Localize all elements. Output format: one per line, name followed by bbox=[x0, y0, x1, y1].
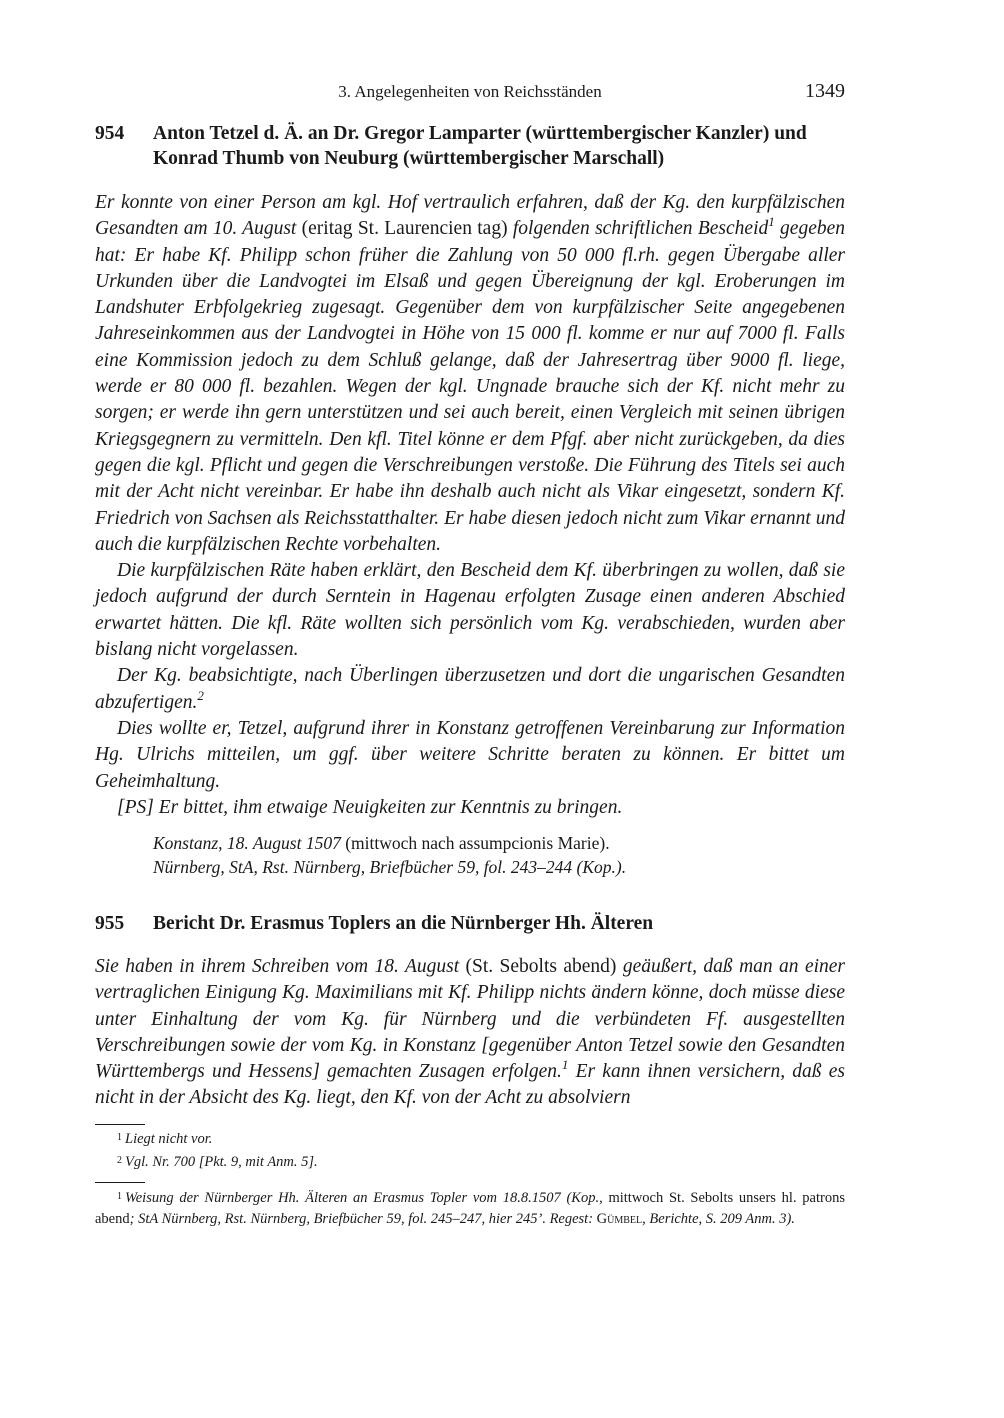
footnote bbox=[95, 1127, 845, 1150]
footnotes-954 bbox=[95, 1127, 845, 1173]
document-body-954 bbox=[95, 190, 845, 821]
footnote-marker[interactable]: 1 bbox=[768, 214, 775, 230]
footnote-text: ; StA Nürnberg, Rst. Nürnberg, Briefbücher 59, fol. 245–247, hier 245’. Regest: bbox=[129, 1211, 597, 1227]
footnote-marker[interactable]: 2 bbox=[197, 687, 204, 703]
page-number: 1349 bbox=[805, 80, 845, 102]
paragraph bbox=[95, 190, 845, 558]
document-number: 955 bbox=[95, 913, 125, 934]
regest-text: Er konnte von einer Person am kgl. Hof vertraulich erfahren, daß der Kg. den kurpfälzischen Gesandten am 10. August bbox=[95, 192, 845, 240]
regest-text: Er kann ihnen versichern, daß es nicht in der Absicht des Kg. liegt, den Kf. von der Acht zu absolviern bbox=[95, 1061, 845, 1109]
regest-text: geäußert, daß man an einer vertraglichen Einigung Kg. Maximilians mit Kf. Philipp nichts ändern könne, doch müsse diese unter Einhaltung der vom Kg. für Nürnberg und die verbündeten Ff. ausgestellten Verschreibungen sowie der vom Kg. in Konstanz [gegenüber Anton Tetzel sowie den Gesandten Württembergs und Hessens] gemachten Zusagen erfolgen. bbox=[95, 956, 846, 1083]
document-heading-954 bbox=[95, 121, 845, 171]
footnote-text: Vgl. Nr. 700 [Pkt. 9, mit Anm. 5]. bbox=[125, 1154, 318, 1170]
original-date-text: (St. Sebolts abend) bbox=[459, 956, 623, 977]
footnote-number: 2 bbox=[117, 1155, 122, 1166]
original-date: (mittwoch nach assumpcionis Marie). bbox=[340, 833, 610, 853]
footnote-marker[interactable]: 1 bbox=[561, 1057, 569, 1073]
footnote-text: Weisung der Nürnberger Hh. Älteren an Erasmus Topler vom 18.8.1507 (Kop., bbox=[125, 1190, 603, 1206]
regest-text: gegeben hat: Er habe Kf. Philipp schon früher die Zahlung von 50 000 fl.rh. gegen Übergabe aller Urkunden über die Landvogtei im Elsaß und gegen Übereignung der kgl. Eroberungen im Landshuter Erbfolgekrieg zugesagt. Gegenüber dem von kurpfälzischer Seite angegebenen Jahreseinkommen aus der Landvogtei in Höhe von 15 000 fl. komme er nur auf 7000 fl. Falls eine Kommission jedoch zu dem Schluß gelange, daß der Jahresertrag über 9000 fl. liege, werde er 80 000 fl. bezahlen. Wegen der kgl. Ungnade brauche sich der Kf. nicht mehr zu sorgen; er werde ihn gern unterstützen und sei auch bereit, einen Vergleich mit seinen übrigen Kriegsgegnern zu vermitteln. Den kfl. Titel könne er dem Pfgf. aber nicht zurückgeben, da dies gegen die kgl. Pflicht und gegen die Verschreibungen verstoße. Die Führung des Titels sei auch mit der Acht nicht vereinbar. Er habe ihn deshalb auch nicht als Vikar eingesetzt, sondern Kf. Friedrich von Sachsen als Reichsstatthalter. Er habe diesen jedoch nicht zum Vikar ernannt und auch die kurpfälzischen Rechte vorbehalten. bbox=[95, 218, 846, 555]
dateline-954 bbox=[153, 831, 845, 879]
document-number: 954 bbox=[95, 123, 125, 144]
footnote-text: , Berichte, S. 209 Anm. 3). bbox=[642, 1211, 795, 1227]
footnote bbox=[95, 1150, 845, 1173]
place-date: Konstanz, 18. August 1507 bbox=[153, 833, 341, 853]
archival-source: Nürnberg, StA, Rst. Nürnberg, Briefbücher 59, fol. 243–244 (Kop.). bbox=[153, 857, 627, 877]
regest-text: Der Kg. beabsichtigte, nach Überlingen überzusetzen und dort die ungarischen Gesandten abzufertigen. bbox=[95, 665, 845, 713]
footnotes-955 bbox=[95, 1186, 845, 1230]
footnote bbox=[95, 1186, 845, 1230]
footnote-original-date: mittwoch St. Sebolts unsers hl. patrons abend bbox=[95, 1190, 845, 1227]
footnote-rule bbox=[95, 1124, 145, 1125]
author-name: Gümbel bbox=[596, 1211, 643, 1227]
original-date-text: (eritag St. Laurencien tag) bbox=[296, 218, 513, 240]
running-head-title: 3. Angelegenheiten von Reichsständen bbox=[338, 82, 602, 101]
document-title: Anton Tetzel d. Ä. an Dr. Gregor Lamparter (württembergischer Kanzler) und Konrad Thumb von Neuburg (württembergischer Marschall) bbox=[153, 123, 807, 169]
footnote-number: 1 bbox=[117, 1191, 122, 1202]
paragraph: Dies wollte er, Tetzel, aufgrund ihrer in Konstanz getroffenen Vereinbarung zur Information Hg. Ulrichs mitteilen, um ggf. über weitere Schritte beraten zu können. Er bittet um Geheimhaltung. bbox=[95, 717, 845, 792]
paragraph bbox=[95, 663, 845, 716]
footnote-number: 1 bbox=[117, 1132, 122, 1143]
paragraph bbox=[95, 954, 845, 1112]
regest-text: Sie haben in ihrem Schreiben vom 18. August bbox=[95, 956, 460, 977]
running-head bbox=[95, 80, 845, 104]
paragraph: Die kurpfälzischen Räte haben erklärt, den Bescheid dem Kf. überbringen zu wollen, daß sie jedoch aufgrund der durch Serntein in Hagenau erfolgten Zusage einen anderen Abschied erwartet hätten. Die kfl. Räte wollten sich persönlich vom Kg. verabschieden, wurden aber bislang nicht vorgelassen. bbox=[95, 560, 845, 661]
footnote-text: Liegt nicht vor. bbox=[125, 1131, 213, 1147]
paragraph-postscript: [PS] Er bittet, ihm etwaige Neuigkeiten zur Kenntnis zu bringen. bbox=[117, 796, 623, 818]
document-title: Bericht Dr. Erasmus Toplers an die Nürnberger Hh. Älteren bbox=[153, 913, 654, 934]
regest-text: folgenden schriftlichen Bescheid bbox=[512, 218, 769, 240]
footnote-rule bbox=[95, 1182, 145, 1183]
document-heading-955 bbox=[95, 911, 845, 936]
document-body-955 bbox=[95, 954, 845, 1112]
